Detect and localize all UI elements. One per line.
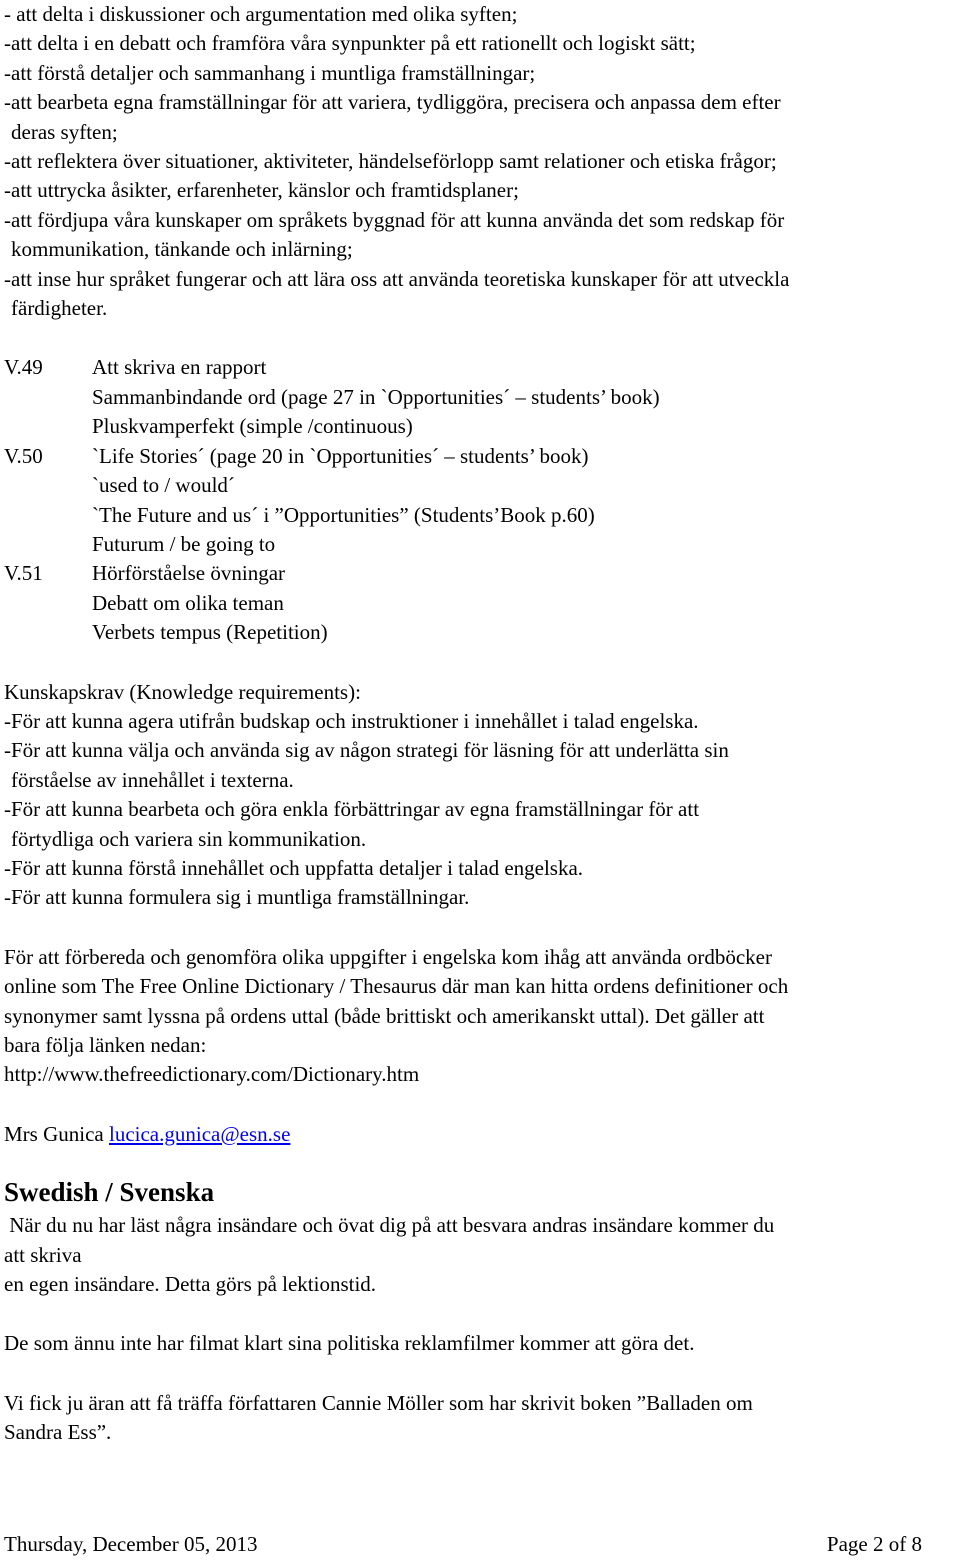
requirement-item: -För att kunna bearbeta och göra enkla förbättringar av egna framställningar för att [4, 797, 700, 822]
week-row [4, 559, 956, 647]
week-topic: Sammanbindande ord (page 27 in `Opportunities´ – students’ book) [92, 384, 660, 409]
week-items [92, 559, 956, 647]
teacher-contact [4, 1120, 956, 1149]
week-topic: Futurum / be going to [92, 531, 276, 556]
week-number: V.49 [4, 355, 43, 380]
swedish-heading: Swedish / Svenska [4, 1177, 215, 1208]
requirement-continuation: förståelse av innehållet i texterna. [11, 767, 294, 792]
paragraph-line: De som ännu inte har filmat klart sina politiska reklamfilmer kommer att göra det. [4, 1331, 695, 1356]
week-items [92, 442, 956, 560]
teacher-email-link[interactable]: lucica.gunica@esn.se [108, 1121, 291, 1146]
week-row [4, 353, 956, 441]
week-topic: `The Future and us´ i ”Opportunities” (Students’Book p.60) [92, 502, 595, 527]
requirement-item: -För att kunna agera utifrån budskap och instruktioner i innehållet i talad engelska. [4, 708, 699, 733]
weekly-plan [4, 353, 956, 647]
swedish-paragraph [4, 1211, 956, 1299]
week-topic: Hörförståelse övningar [92, 561, 286, 586]
paragraph-line: en egen insändare. Detta görs på lektionstid. [4, 1272, 377, 1297]
goal-item: -att delta i en debatt och framföra våra synpunkter på ett rationellt och logiskt sätt; [4, 31, 696, 56]
goal-item: -att uttrycka åsikter, erfarenheter, känslor och framtidsplaner; [4, 178, 519, 203]
goal-item: -att förstå detaljer och sammanhang i muntliga framställningar; [4, 60, 536, 85]
goal-item-continuation: kommunikation, tänkande och inlärning; [11, 237, 353, 262]
page-footer [4, 1530, 922, 1559]
week-topic: Pluskvamperfekt (simple /continuous) [92, 414, 413, 439]
goal-item: - att delta i diskussioner och argumentation med olika syften; [4, 2, 518, 26]
paragraph-line: bara följa länken nedan: [4, 1033, 207, 1057]
requirement-continuation: förtydliga och variera sin kommunikation. [11, 826, 367, 851]
requirement-item: -För att kunna förstå innehållet och uppfatta detaljer i talad engelska. [4, 855, 584, 880]
paragraph-line: Vi fick ju äran att få träffa författaren Cannie Möller som har skrivit boken ”Balladen om [4, 1390, 753, 1415]
goal-item-continuation: färdigheter. [11, 296, 108, 321]
goal-item-continuation: deras syften; [11, 119, 118, 144]
requirement-item: -För att kunna formulera sig i muntliga framställningar. [4, 885, 470, 910]
goal-item: -att inse hur språket fungerar och att lära oss att använda teoretiska kunskaper för att utveckla [4, 266, 790, 291]
goals-list [4, 0, 956, 323]
week-topic: `used to / would´ [92, 473, 235, 498]
requirement-item: -För att kunna välja och använda sig av någon strategi för läsning för att underlätta sin [4, 738, 729, 763]
paragraph-line: att skriva [4, 1242, 82, 1267]
footer-page-number: Page 2 of 8 [826, 1532, 922, 1556]
week-row [4, 442, 956, 560]
paragraph-line: online som The Free Online Dictionary / Thesaurus där man kan hitta ordens definitioner och [4, 974, 789, 999]
dictionary-paragraph [4, 943, 956, 1090]
requirements-title: Kunskapskrav (Knowledge requirements): [4, 679, 361, 704]
week-topic: Debatt om olika teman [92, 590, 284, 615]
goal-item: -att fördjupa våra kunskaper om språkets byggnad för att kunna använda det som redskap för [4, 207, 785, 232]
footer-date: Thursday, December 05, 2013 [4, 1532, 258, 1556]
swedish-paragraph [4, 1329, 956, 1358]
week-topic: `Life Stories´ (page 20 in `Opportunities´ – students’ book) [92, 443, 589, 468]
swedish-paragraph [4, 1389, 956, 1448]
paragraph-line: När du nu har läst några insändare och övat dig på att besvara andras insändare kommer du [4, 1213, 775, 1238]
week-number: V.51 [4, 561, 43, 586]
week-items [92, 353, 956, 441]
paragraph-line: Sandra Ess”. [4, 1420, 112, 1445]
paragraph-line: synonymer samt lyssna på ordens uttal (både brittiskt och amerikanskt uttal). Det gäller att [4, 1003, 765, 1028]
knowledge-requirements [4, 678, 956, 913]
paragraph-line: För att förbereda och genomföra olika uppgifter i engelska kom ihåg att använda ordböcker [4, 944, 772, 969]
week-topic: Att skriva en rapport [92, 355, 267, 380]
document-page [4, 0, 956, 1448]
dictionary-url: http://www.thefreedictionary.com/Dictionary.htm [4, 1062, 420, 1087]
teacher-name: Mrs Gunica [4, 1121, 104, 1146]
week-number: V.50 [4, 443, 43, 468]
goal-item: -att bearbeta egna framställningar för att variera, tydliggöra, precisera och anpassa dem efter [4, 90, 781, 115]
week-topic: Verbets tempus (Repetition) [92, 620, 328, 645]
goal-item: -att reflektera över situationer, aktiviteter, händelseförlopp samt relationer och etiska frågor; [4, 149, 777, 174]
